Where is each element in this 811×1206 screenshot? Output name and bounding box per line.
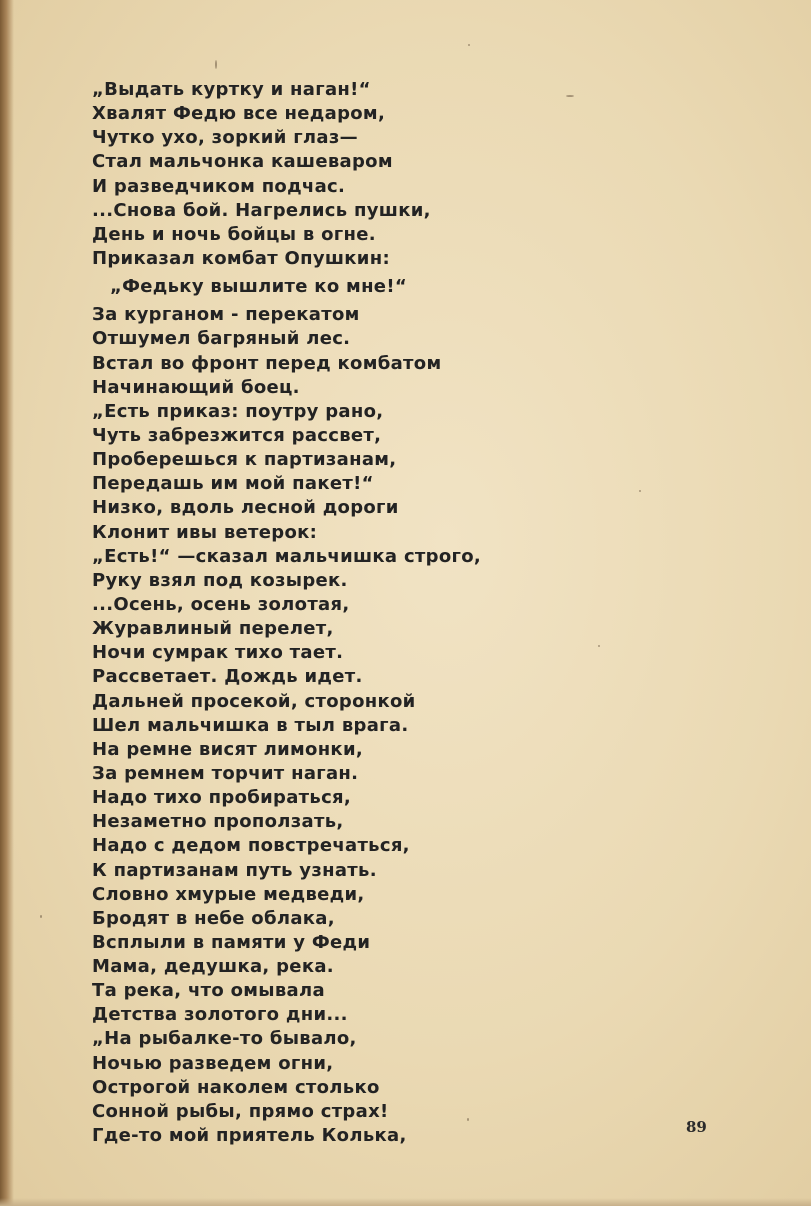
poem-line: Шел мальчишка в тыл врага.	[92, 714, 409, 736]
poem-line: Чуть забрезжится рассвет,	[92, 424, 382, 446]
poem-line: Сонной рыбы, прямо страх!	[92, 1100, 389, 1122]
poem-line: „Выдать куртку и наган!“	[92, 79, 371, 100]
poem-line: Словно хмурые медведи,	[92, 883, 365, 905]
paper-speck	[598, 645, 600, 647]
poem-line: Хвалят Федю все недаром,	[92, 103, 386, 125]
poem-line: Мама, дедушка, река.	[92, 956, 334, 978]
bottom-edge	[0, 1198, 811, 1206]
poem-line: Рассветает. Дождь идет.	[92, 666, 363, 688]
poem-line: Ночи сумрак тихо тает.	[92, 642, 344, 664]
poem-line: Отшумел багряный лес.	[92, 328, 351, 350]
poem-line: День и ночь бойцы в огне.	[92, 223, 376, 245]
poem-line: ...Осень, осень золотая,	[92, 593, 350, 615]
poem-line: „Есть!“ —сказал мальчишка строго,	[92, 545, 482, 567]
poem-line: Передашь им мой пакет!“	[92, 473, 374, 495]
paper-speck	[40, 915, 42, 918]
poem-line: Клонит ивы ветерок:	[92, 521, 318, 543]
poem-line: К партизанам путь узнать.	[92, 859, 377, 881]
poem-line: За курганом - перекатом	[92, 304, 360, 326]
poem-line: „Есть приказ: поутру рано,	[92, 400, 384, 422]
poem-line: Надо тихо пробираться,	[92, 787, 352, 809]
poem-line: И разведчиком подчас.	[92, 175, 346, 197]
paper-speck	[639, 490, 641, 492]
poem-line: Приказал комбат Опушкин:	[92, 247, 390, 269]
poem-line: На ремне висят лимонки,	[92, 738, 364, 760]
poem-line: Проберешься к партизанам,	[92, 449, 397, 471]
poem-line: „Федьку вышлите ко мне!“	[110, 276, 407, 298]
spine-shadow	[0, 0, 14, 1206]
poem-line: Бродят в небе облака,	[92, 907, 335, 929]
poem-line: Встал во фронт перед комбатом	[92, 352, 442, 374]
paper-speck	[215, 60, 217, 69]
poem-line: Журавлиный перелет,	[92, 618, 334, 640]
poem-line: Детства золотого дни...	[92, 1004, 348, 1026]
page-number: 89	[686, 1118, 707, 1136]
poem-line: Ночью разведем огни,	[92, 1052, 334, 1074]
poem-line: Дальней просекой, сторонкой	[92, 690, 416, 712]
poem-line: Всплыли в памяти у Феди	[92, 931, 371, 953]
poem-line: „На рыбалке-то бывало,	[92, 1028, 357, 1050]
poem-line: Та река, что омывала	[92, 980, 325, 1002]
poem-line: ...Снова бой. Нагрелись пушки,	[92, 199, 431, 221]
poem-line: За ремнем торчит наган.	[92, 762, 359, 784]
poem-line: Руку взял под козырек.	[92, 569, 348, 591]
poem-line: Начинающий боец.	[92, 376, 300, 398]
paper-speck	[468, 44, 470, 46]
poem-line: Низко, вдоль лесной дороги	[92, 497, 399, 519]
poem-line: Надо с дедом повстречаться,	[92, 835, 410, 857]
poem-line: Чутко ухо, зоркий глаз—	[92, 127, 358, 149]
poem-line: Где-то мой приятель Колька,	[92, 1125, 407, 1147]
poem-line: Острогой наколем столько	[92, 1076, 380, 1098]
poem-text	[92, 78, 572, 1148]
poem-line: Стал мальчонка кашеваром	[92, 151, 393, 173]
poem-line: Незаметно проползать,	[92, 811, 344, 833]
